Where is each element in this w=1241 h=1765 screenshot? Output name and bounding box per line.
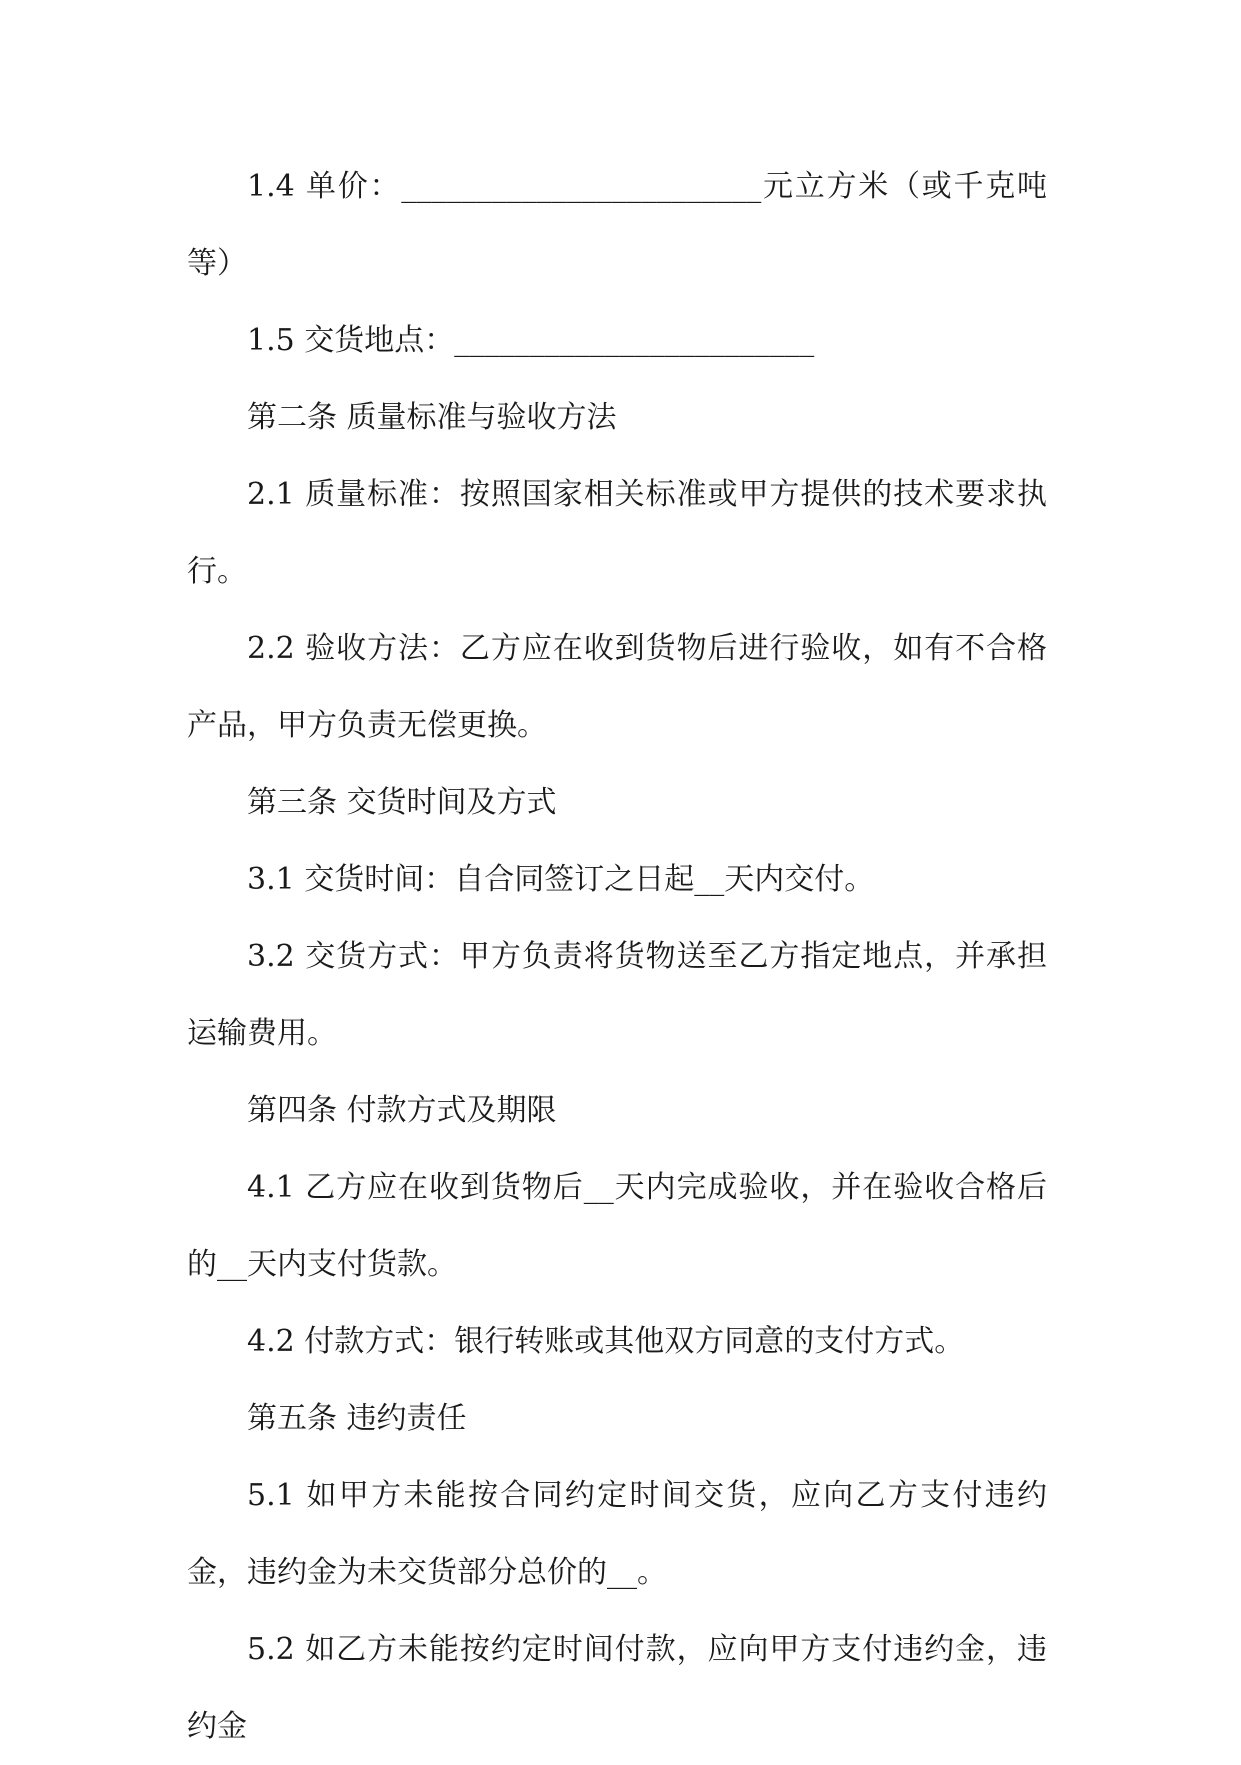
article-4-heading: 第四条 付款方式及期限 — [247, 1093, 557, 1128]
clause-2-2-acceptance-method: 2.2 验收方法：乙方应在收到货物后进行验收，如有不合格产品，甲方负责无偿更换。 — [187, 631, 1047, 743]
article-5-heading: 第五条 违约责任 — [247, 1401, 467, 1436]
clause-3-1-delivery-time: 3.1 交货时间：自合同签订之日起__天内交付。 — [247, 862, 875, 897]
clause-4-2-payment-method: 4.2 付款方式：银行转账或其他双方同意的支付方式。 — [247, 1324, 965, 1359]
article-2-heading: 第二条 质量标准与验收方法 — [247, 400, 617, 435]
clause-3-2-delivery-method: 3.2 交货方式：甲方负责将货物送至乙方指定地点，并承担运输费用。 — [187, 939, 1047, 1051]
article-3-heading: 第三条 交货时间及方式 — [247, 785, 557, 820]
clause-5-1-seller-penalty: 5.1 如甲方未能按合同约定时间交货，应向乙方支付违约金，违约金为未交货部分总价的__。 — [187, 1478, 1047, 1590]
contract-body — [187, 148, 1047, 1765]
clause-4-1-payment-term: 4.1 乙方应在收到货物后__天内完成验收，并在验收合格后的__天内支付货款。 — [187, 1170, 1047, 1282]
clause-1-5-delivery-place: 1.5 交货地点：________________________ — [247, 323, 815, 358]
clause-5-2-buyer-penalty: 5.2 如乙方未能按约定时间付款，应向甲方支付违约金，违约金 — [187, 1632, 1047, 1744]
clause-1-4-unit-price: 1.4 单价：________________________元立方米（或千克吨等） — [187, 169, 1047, 281]
clause-2-1-quality-standard: 2.1 质量标准：按照国家相关标准或甲方提供的技术要求执行。 — [187, 477, 1047, 589]
